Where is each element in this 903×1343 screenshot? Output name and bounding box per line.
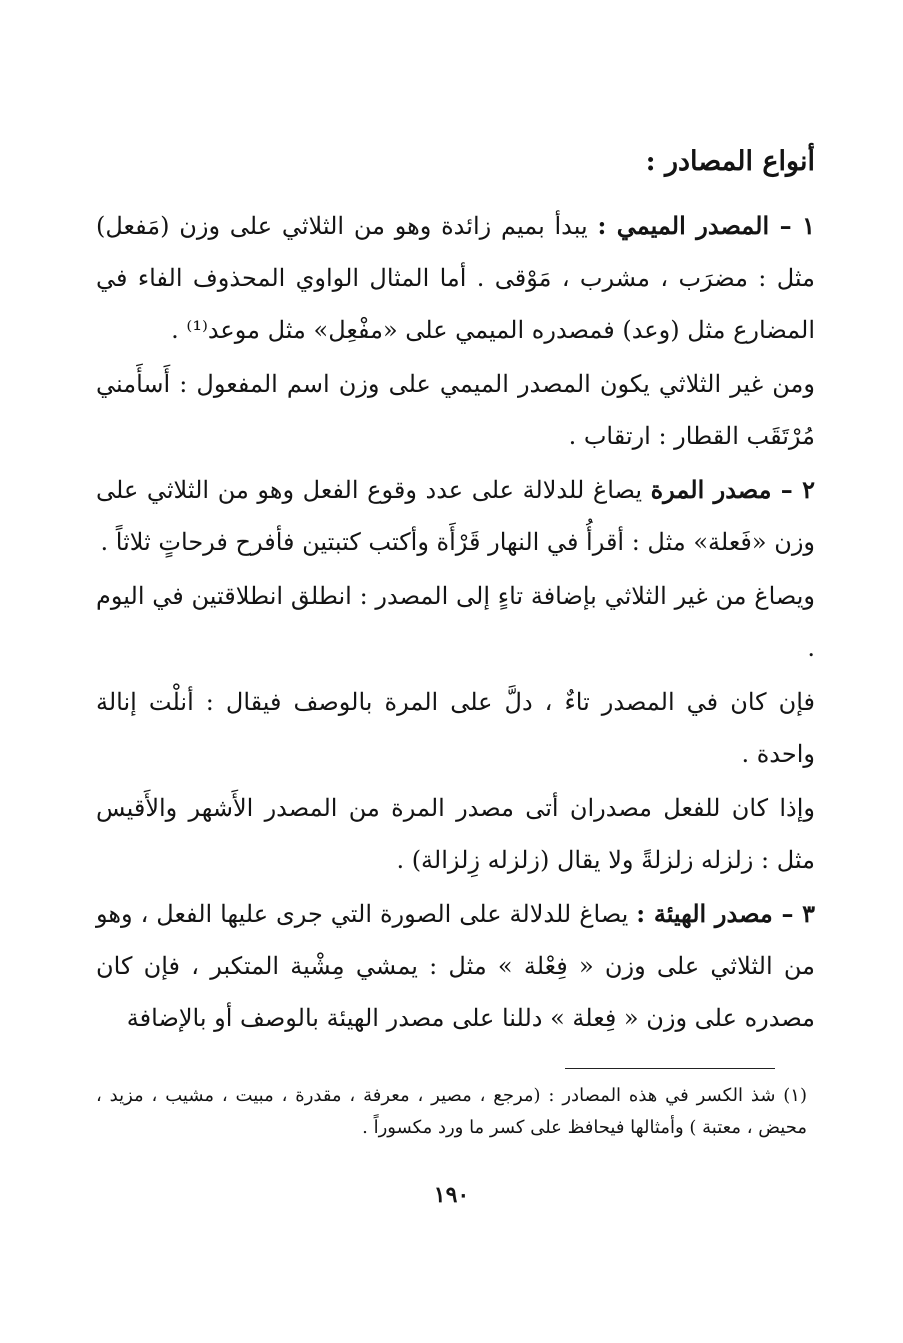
paragraph-lead: ٢ – مصدر المرة (650, 475, 815, 504)
paragraph-lead: ٣ – مصدر الهيئة : (636, 899, 816, 928)
paragraph-text: يصاغ للدلالة على الصورة التي جرى عليها الفعل ، وهو من الثلاثي على وزن « فِعْلة » مثل : يمشي مِشْية المتكبر ، فإن كان مصدره على وزن « فِعلة » دللنا على مصدر الهيئة بالوصف أو بالإضافة (96, 900, 815, 1032)
paragraph-text: وإذا كان للفعل مصدران أتى مصدر المرة من المصدر الأَشهر والأَقيس مثل : زلزله زلزلةً ولا يقال (زلزله زِلزالة) . (96, 794, 815, 874)
footnote: (١) شذ الكسر في هذه المصادر : (مرجع ، مصير ، معرفة ، مقدرة ، مبيت ، مشيب ، مزيد ، محيض ، معتبة ) وأمثالها فيحافظ على كسر ما ورد مكسوراً . (96, 1085, 807, 1138)
paragraph-marra-non-triliteral (96, 570, 815, 674)
paragraph-text: فإن كان في المصدر تاءٌ ، دلَّ على المرة بالوصف فيقال : أنلْت إنالة واحدة . (96, 688, 815, 768)
footnote-divider (565, 1068, 775, 1069)
paragraph-marra-two-masdars (96, 782, 815, 886)
paragraph-marra (96, 464, 815, 568)
paragraph-text: يصاغ للدلالة على عدد وقوع الفعل وهو من الثلاثي على وزن «فَعلة» مثل : أقرأُ في النهار قَرْأَة وأكتب كتبتين فأفرح فرحاتٍ ثلاثاً . (96, 476, 815, 556)
paragraph-text: ويصاغ من غير الثلاثي بإضافة تاءٍ إلى المصدر : انطلق انطلاقتين في اليوم . (96, 582, 815, 662)
paragraph-mimi (96, 200, 815, 356)
section-heading: أنواع المصادر : (645, 146, 815, 177)
paragraph-lead: ١ – المصدر الميمي : (597, 211, 815, 240)
page-number: ١٩٠ (433, 1182, 470, 1208)
paragraph-text: يبدأ بميم زائدة وهو من الثلاثي على وزن (مَفعل) مثل : مضرَب ، مشرب ، مَوْقى . أما المثال الواوي المحذوف الفاء في المضارع مثل (وعد) فمصدره الميمي على «مفْعِل» مثل موعد⁽¹⁾ . (96, 212, 815, 344)
paragraph-hay-a (96, 888, 815, 1044)
paragraph-mimi-non-triliteral (96, 358, 815, 462)
paragraph-text: ومن غير الثلاثي يكون المصدر الميمي على وزن اسم المفعول : أَسأَمني مُرْتَقَب القطار : ارتقاب . (96, 370, 815, 450)
paragraph-marra-taa (96, 676, 815, 780)
